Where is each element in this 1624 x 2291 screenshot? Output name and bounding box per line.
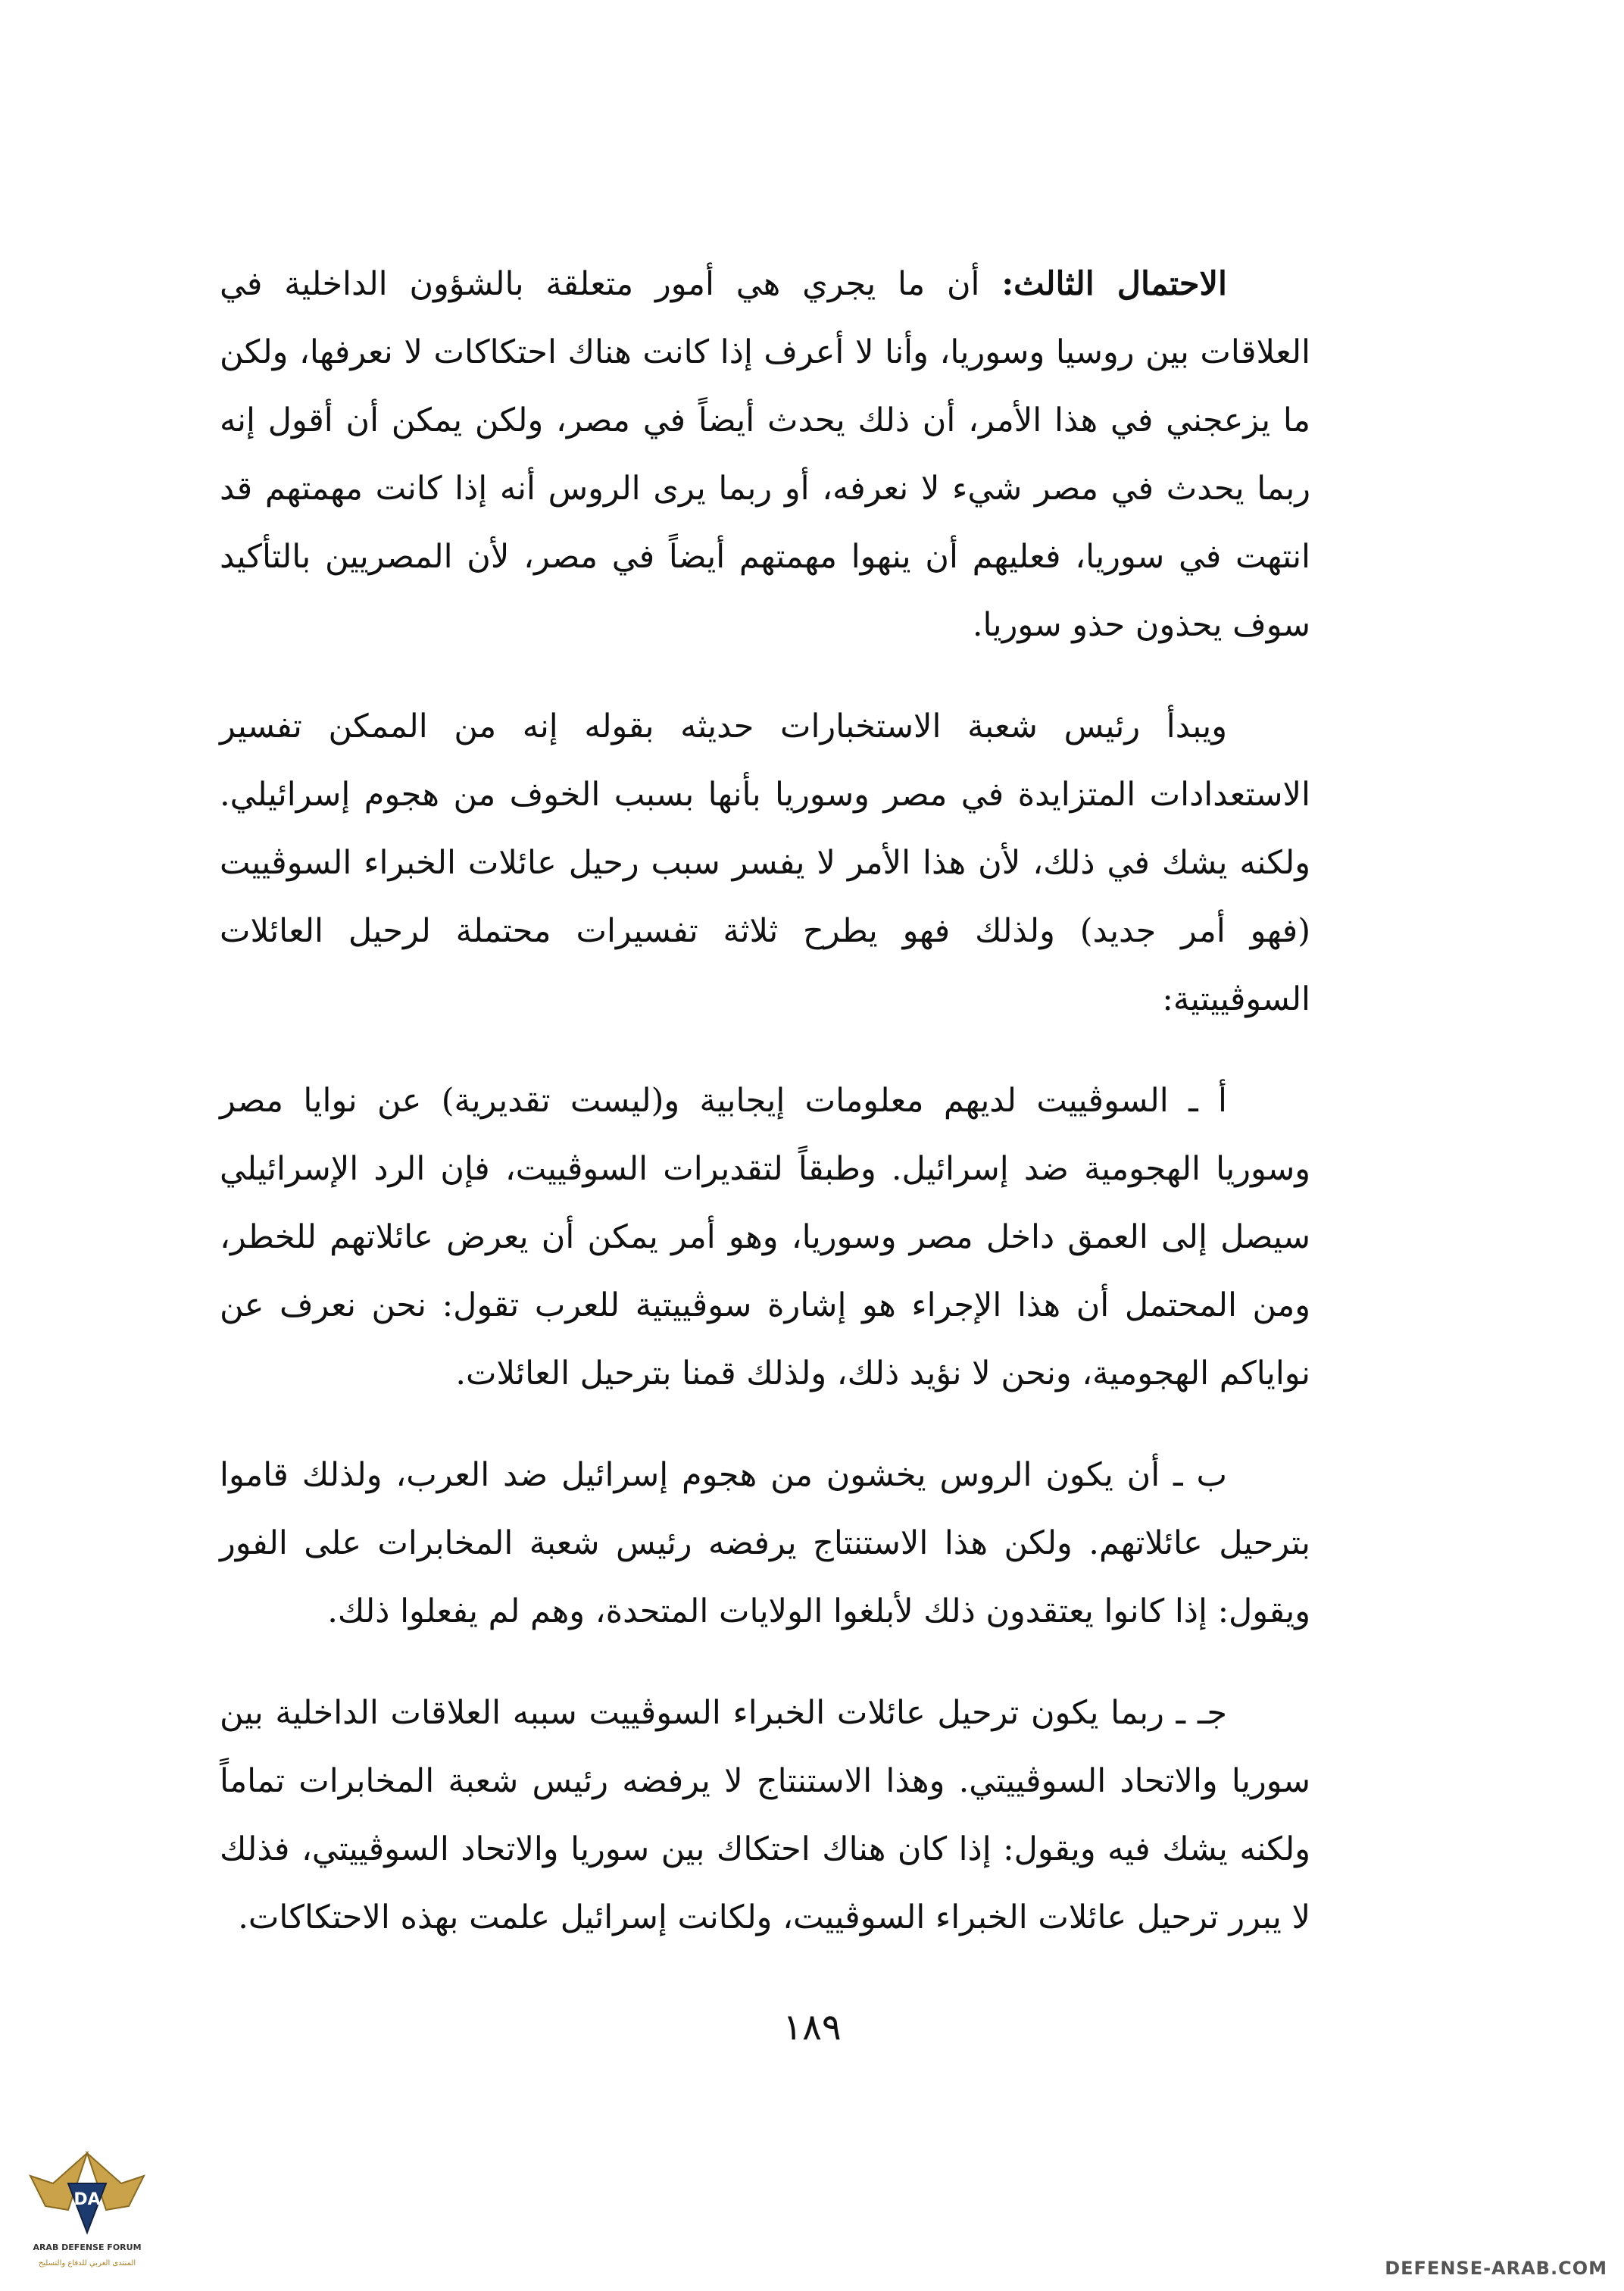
paragraph-text: جـ ـ ربما يكون ترحيل عائلات الخبراء السوڤييت سببه العلاقات الداخلية بين سوريا والاتحاد السوڤييتي. وهذا الاستنتاج لا يرفضه رئيس شعبة المخابرات تماماً ولكنه يشك فيه ويقول: إذا كان هناك احتكاك بين سوريا والاتحاد السوڤييتي، فذلك لا يبرر ترحيل عائلات الخبراء السوڤييت، ولكانت إسرائيل علمت بهذه الاحتكاكات. [220,1694,1310,1936]
page-number: ١٨٩ [782,2006,842,2049]
paragraph-intelligence-chief [220,692,1310,1033]
site-watermark: DEFENSE-ARAB.COM [1385,2258,1607,2279]
logo-name: ARAB DEFENSE FORUM [33,2243,142,2252]
paragraph-text: ب ـ أن يكون الروس يخشون من هجوم إسرائيل ضد العرب، ولذلك قاموا بترحيل عائلاتهم. ولكن هذا الاستنتاج يرفضه رئيس شعبة المخابرات على الفور ويقول: إذا كانوا يعتقدون ذلك لأبلغوا الولايات المتحدة، وهم لم يفعلوا ذلك. [220,1456,1310,1630]
paragraph-item-a [220,1067,1310,1408]
paragraph-lead: الاحتمال الثالث: [1001,265,1227,303]
paragraph-text: أن ما يجري هي أمور متعلقة بالشؤون الداخلية في العلاقات بين روسيا وسوريا، وأنا لا أعرف إذا كانت هناك احتكاكات لا نعرفها، ولكن ما يزعجني في هذا الأمر، أن ذلك يحدث أيضاً في مصر، ولكن يمكن أن أقول إنه ربما يحدث في مصر شيء لا نعرفه، أو ربما يرى الروس أنه إذا كانت مهمتهم قد انتهت في سوريا، فعليهم أن ينهوا مهمتهم أيضاً في مصر، لأن المصريين بالتأكيد سوف يحذون حذو سوريا. [220,265,1310,644]
paragraph-text: أ ـ السوڤييت لديهم معلومات إيجابية و(ليست تقديرية) عن نوايا مصر وسوريا الهجومية ضد إسرائيل. وطبقاً لتقديرات السوڤييت، فإن الرد الإسرائيلي سيصل إلى العمق داخل مصر وسوريا، وهو أمر يمكن أن يعرض عائلاتهم للخطر، ومن المحتمل أن هذا الإجراء هو إشارة سوڤييتية للعرب تقول: نحن نعرف عن نواياكم الهجومية، ونحن لا نؤيد ذلك، ولذلك قمنا بترحيل العائلات. [220,1082,1310,1392]
logo-subtitle: المنتدى العربي للدفاع والتسليح [38,2259,136,2268]
page-body [220,250,1310,1985]
logo-initials: DA [73,2190,101,2209]
paragraph-item-c [220,1679,1310,1952]
eagle-emblem-icon [23,2138,151,2282]
paragraph-text: ويبدأ رئيس شعبة الاستخبارات حديثه بقوله إنه من الممكن تفسير الاستعدادات المتزايدة في مصر وسوريا بأنها بسبب الخوف من هجوم إسرائيلي. ولكنه يشك في ذلك، لأن هذا الأمر لا يفسر سبب رحيل عائلات الخبراء السوڤييت (فهو أمر جديد) ولذلك فهو يطرح ثلاثة تفسيرات محتملة لرحيل العائلات السوڤييتية: [220,708,1310,1018]
paragraph-third-possibility [220,250,1310,659]
forum-logo [23,2138,151,2282]
paragraph-item-b [220,1441,1310,1646]
